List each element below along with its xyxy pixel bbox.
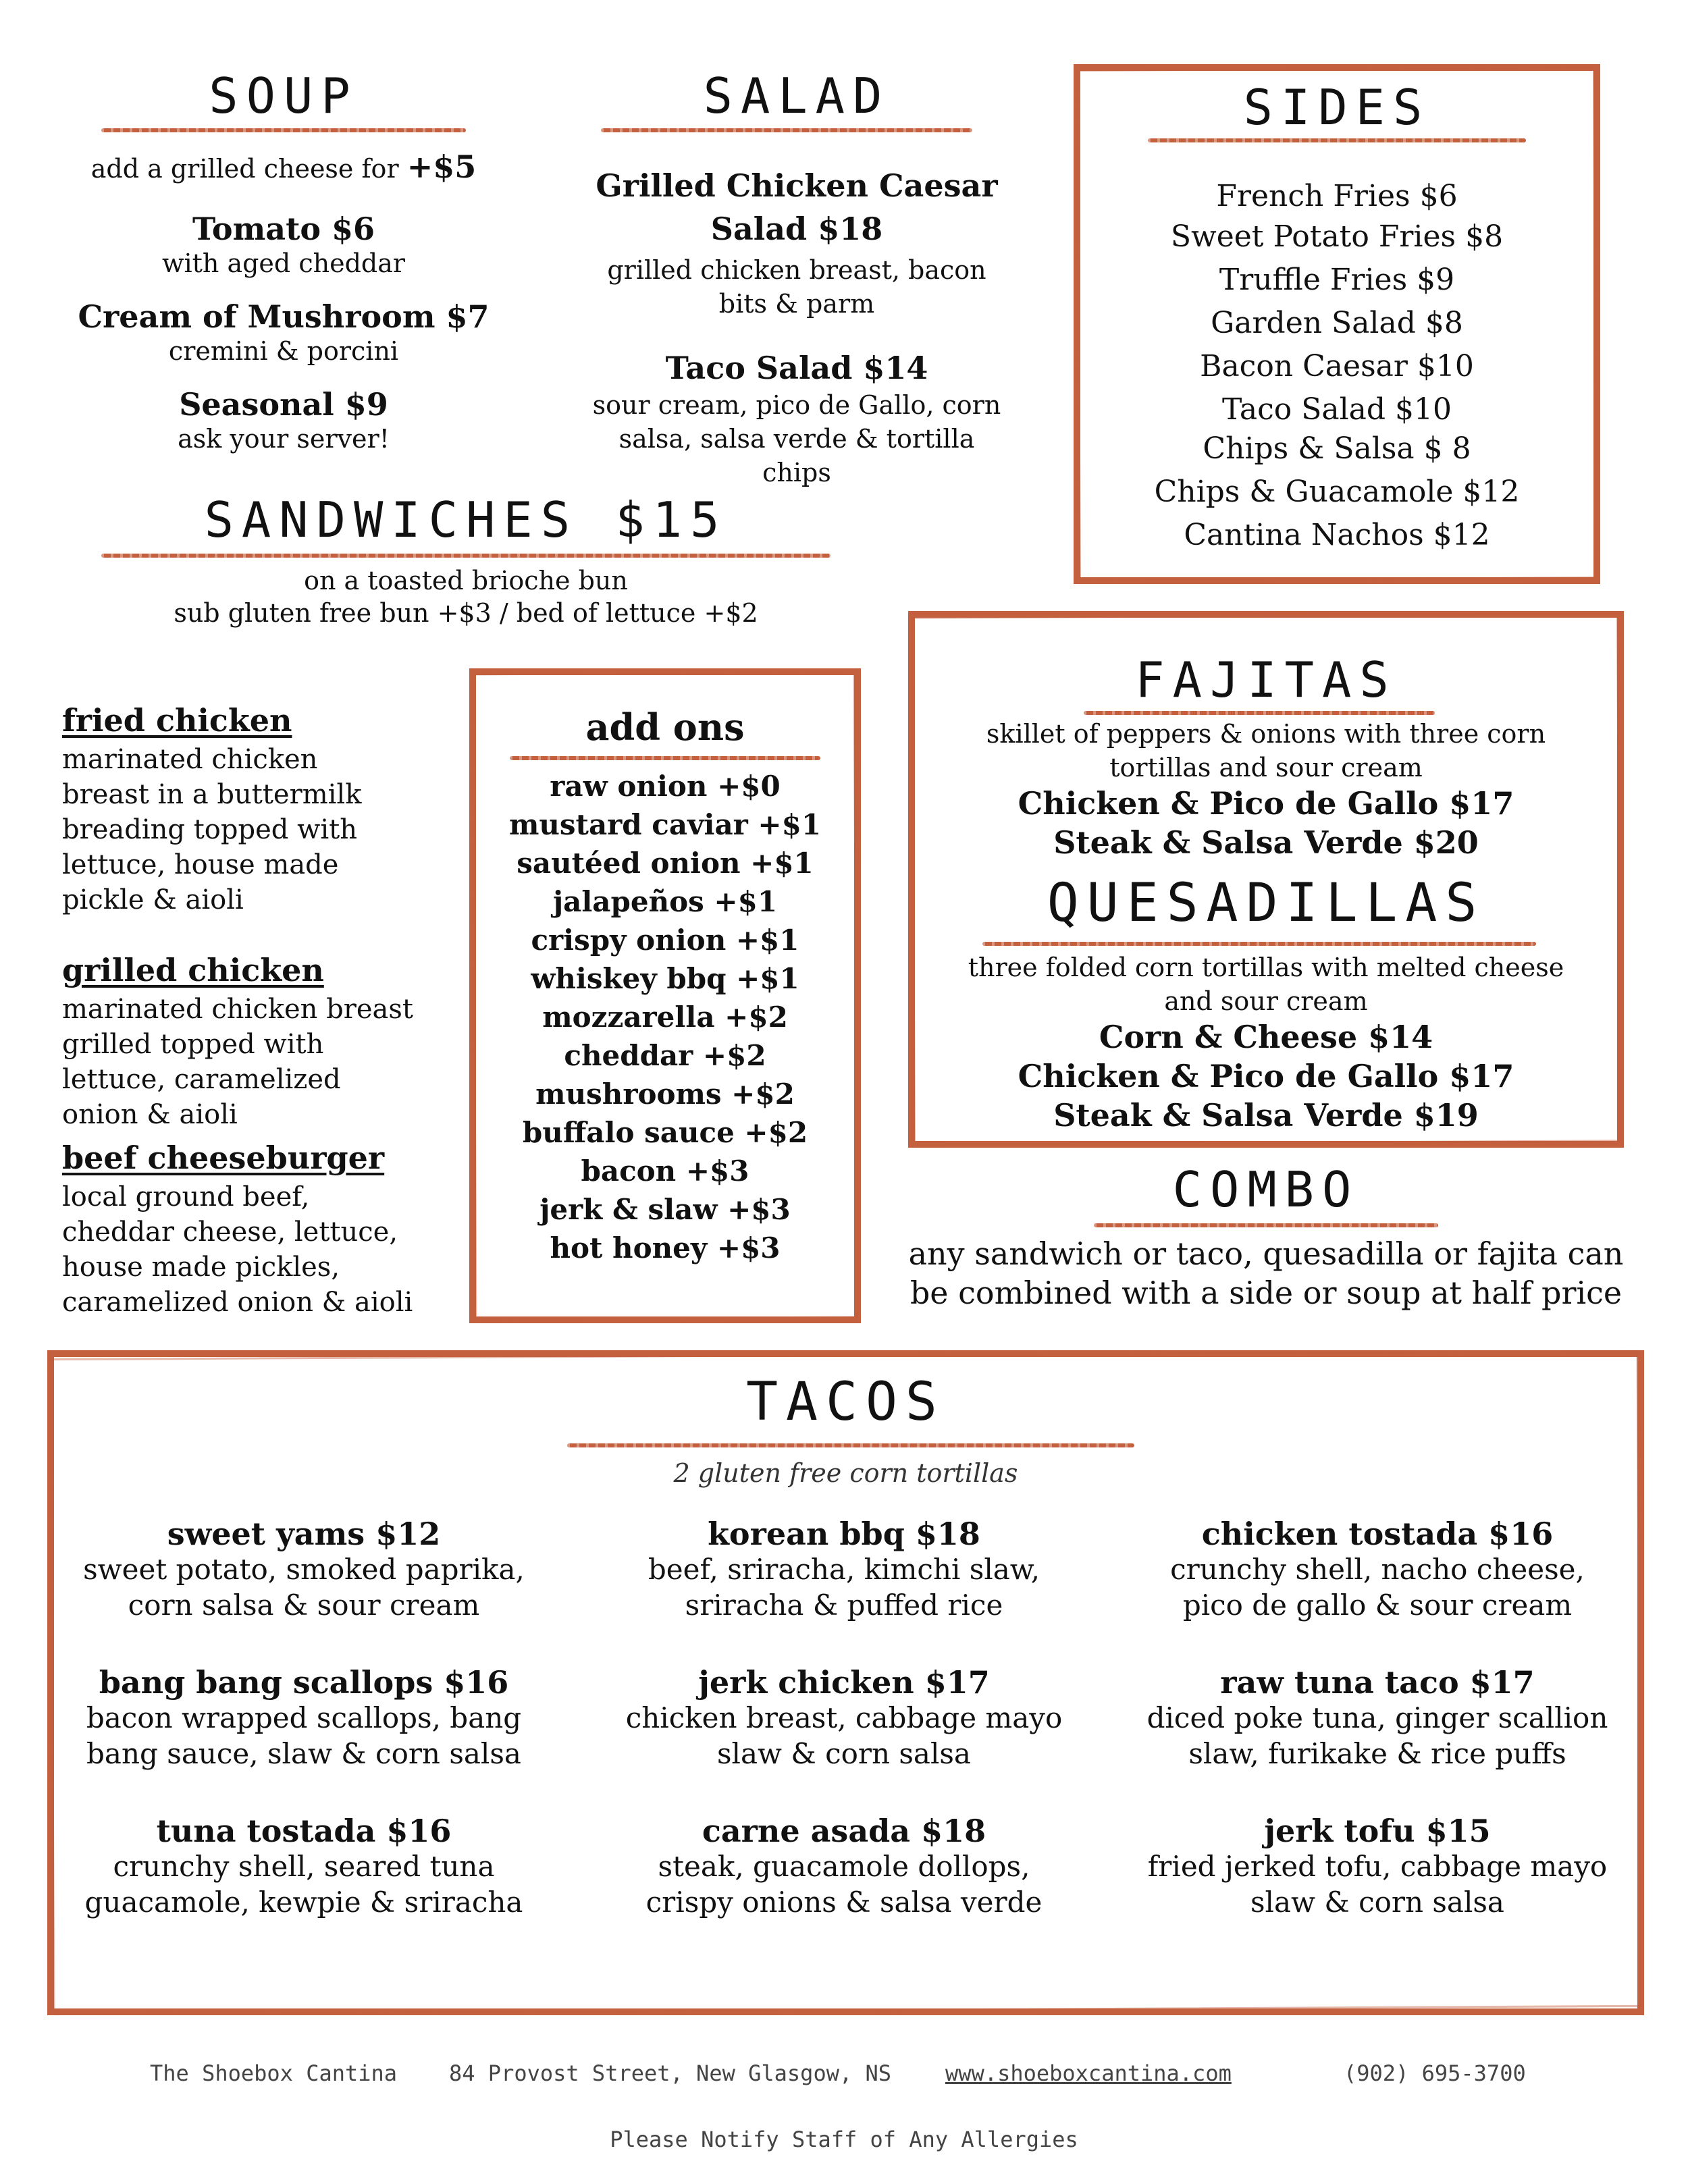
addon-item: whiskey bbq +$1: [531, 962, 799, 995]
salad-item-desc: bits & parm: [718, 289, 875, 319]
footer-name: The Shoebox Cantina: [150, 2060, 398, 2086]
sandwich-desc: house made pickles,: [62, 1252, 340, 1283]
salad-item-desc: grilled chicken breast, bacon: [607, 255, 986, 285]
soup-item-desc: with aged cheddar: [161, 248, 406, 278]
sides-item: Sweet Potato Fries $8: [1170, 219, 1504, 254]
addon-item: mozzarella +$2: [542, 1001, 788, 1034]
sandwich-name: fried chicken: [62, 702, 292, 739]
soup-item-desc: cremini & porcini: [168, 336, 399, 366]
footer-allergy: Please Notify Staff of Any Allergies: [610, 2127, 1078, 2152]
combo-section: [891, 1161, 1641, 1323]
soup-item-name: Tomato $6: [192, 211, 375, 247]
quesadillas-desc: three folded corn tortillas with melted cheese: [968, 953, 1564, 982]
addon-item: crispy onion +$1: [531, 924, 799, 957]
combo-line: be combined with a side or soup at half price: [909, 1275, 1623, 1311]
fajitas-desc: tortillas and sour cream: [1109, 753, 1423, 782]
soup-item-name: Seasonal $9: [179, 386, 388, 423]
salad-item-desc: sour cream, pico de Gallo, corn: [592, 390, 1001, 420]
quesadillas-item: Corn & Cheese $14: [1099, 1019, 1433, 1055]
sandwich-desc: lettuce, house made: [62, 849, 339, 880]
quesadillas-rule: [982, 942, 1536, 946]
sandwich-desc: pickle & aioli: [62, 884, 244, 915]
taco-item: tuna tostada $16 crunchy shell, seared tuna guacamole, kewpie & sriracha: [84, 1813, 523, 1919]
footer-website-link[interactable]: www.shoeboxcantina.com: [945, 2060, 1232, 2086]
fajitas-desc: skillet of peppers & onions with three corn: [986, 719, 1546, 749]
sides-item: Cantina Nachos $12: [1184, 518, 1490, 552]
taco-item: chicken tostada $16 crunchy shell, nacho cheese, pico de gallo & sour cream: [1170, 1516, 1585, 1622]
sides-item: Truffle Fries $9: [1219, 263, 1455, 297]
fajitas-item: Chicken & Pico de Gallo $17: [1018, 785, 1514, 822]
addon-item: cheddar +$2: [564, 1039, 766, 1072]
salad-title: SALAD: [703, 68, 891, 124]
quesadillas-item: Steak & Salsa Verde $19: [1053, 1097, 1479, 1134]
sandwiches-note: on a toasted brioche bun: [304, 566, 628, 595]
addon-item: buffalo sauce +$2: [522, 1116, 808, 1149]
quesadillas-item: Chicken & Pico de Gallo $17: [1018, 1058, 1514, 1094]
taco-item: carne asada $18 steak, guacamole dollops, crispy onions & salsa verde: [645, 1813, 1043, 1919]
fajitas-quesadillas-box: [908, 611, 1624, 1148]
combo-title: COMBO: [1172, 1161, 1360, 1218]
addon-item: mushrooms +$2: [535, 1077, 795, 1111]
taco-item: jerk tofu $15 fried jerked tofu, cabbage mayo slaw & corn salsa: [1147, 1813, 1608, 1919]
sandwich-name: grilled chicken: [62, 952, 324, 988]
addons-box: [469, 668, 861, 1323]
sandwich-desc: cheddar cheese, lettuce,: [62, 1217, 398, 1248]
addon-item: sautéed onion +$1: [517, 847, 814, 880]
sandwiches-title: SANDWICHES $15: [204, 491, 728, 548]
footer-address: 84 Provost Street, New Glasgow, NS: [449, 2060, 892, 2086]
salad-item-desc: chips: [762, 458, 831, 487]
salad-item-name: Salad $18: [710, 211, 883, 247]
fajitas-item: Steak & Salsa Verde $20: [1053, 824, 1479, 861]
addon-item: jerk & slaw +$3: [539, 1193, 791, 1226]
tacos-box: [47, 1350, 1644, 2015]
addon-item: hot honey +$3: [550, 1231, 781, 1264]
sandwich-desc: marinated chicken breast: [62, 994, 413, 1025]
sides-title: SIDES: [1243, 79, 1431, 136]
sides-item: Chips & Guacamole $12: [1154, 475, 1520, 509]
fajitas-rule: [1084, 711, 1435, 715]
sides-item: Taco Salad $10: [1221, 392, 1452, 427]
sandwich-desc: breading topped with: [62, 814, 357, 845]
sides-box: [1074, 64, 1600, 584]
soup-note: add a grilled cheese for +$5: [90, 149, 477, 185]
tacos-subtitle: 2 gluten free corn tortillas: [673, 1458, 1018, 1488]
sandwiches-section: [95, 486, 837, 628]
combo-line: any sandwich or taco, quesadilla or fajita can: [908, 1235, 1624, 1272]
sandwich-desc: caramelized onion & aioli: [62, 1287, 413, 1318]
combo-rule: [1094, 1223, 1438, 1227]
addon-item: mustard caviar +$1: [508, 808, 822, 841]
sandwiches-rule: [101, 554, 830, 558]
soup-item-name: Cream of Mushroom $7: [78, 298, 490, 335]
addons-rule: [510, 756, 820, 760]
sandwich-desc: breast in a buttermilk: [62, 779, 362, 810]
addon-item: bacon +$3: [581, 1154, 749, 1188]
taco-item: korean bbq $18 beef, sriracha, kimchi slaw, sriracha & puffed rice: [648, 1516, 1040, 1622]
addon-item: raw onion +$0: [550, 770, 781, 803]
salad-rule: [601, 128, 972, 132]
fajitas-title: FAJITAS: [1135, 651, 1397, 708]
tacos-title: TACOS: [746, 1372, 945, 1433]
salad-item-name: Grilled Chicken Caesar: [596, 167, 998, 204]
tacos-rule: [567, 1443, 1134, 1447]
sandwich-list: [62, 702, 467, 1323]
sides-item: Garden Salad $8: [1211, 306, 1463, 340]
soup-section: [61, 61, 506, 479]
salad-item-name: Taco Salad $14: [665, 350, 928, 386]
taco-item: jerk chicken $17 chicken breast, cabbage mayo slaw & corn salsa: [625, 1664, 1063, 1770]
sides-item: Chips & Salsa $ 8: [1203, 431, 1471, 466]
sandwich-desc: local ground beef,: [62, 1181, 310, 1213]
addons-title: add ons: [585, 705, 745, 749]
taco-item: sweet yams $12 sweet potato, smoked paprika, corn salsa & sour cream: [83, 1516, 525, 1622]
sandwich-desc: lettuce, caramelized: [62, 1064, 341, 1095]
sandwich-name: beef cheeseburger: [62, 1140, 385, 1176]
sandwiches-note: sub gluten free bun +$3 / bed of lettuce +$2: [174, 598, 758, 628]
quesadillas-desc: and sour cream: [1164, 986, 1368, 1016]
taco-item: raw tuna taco $17 diced poke tuna, ginger scallion slaw, furikake & rice puffs: [1146, 1664, 1608, 1770]
soup-note-price: +$5: [406, 149, 477, 185]
taco-item: bang bang scallops $16 bacon wrapped scallops, bang bang sauce, slaw & corn salsa: [86, 1664, 522, 1770]
salad-item-desc: salsa, salsa verde & tortilla: [618, 424, 975, 454]
sides-item: Bacon Caesar $10: [1200, 349, 1474, 383]
soup-item-desc: ask your server!: [178, 424, 390, 454]
salad-section: [560, 61, 1033, 493]
sides-item: French Fries $6: [1216, 179, 1458, 213]
soup-title: SOUP: [209, 68, 359, 124]
quesadillas-title: QUESADILLAS: [1047, 873, 1485, 934]
sandwich-desc: onion & aioli: [62, 1099, 238, 1130]
soup-rule: [101, 128, 466, 132]
sides-rule: [1148, 138, 1526, 142]
sandwich-desc: marinated chicken: [62, 744, 318, 775]
footer-phone: (902) 695-3700: [1344, 2060, 1526, 2086]
sandwich-desc: grilled topped with: [62, 1029, 324, 1060]
addon-item: jalapeños +$1: [552, 885, 778, 918]
